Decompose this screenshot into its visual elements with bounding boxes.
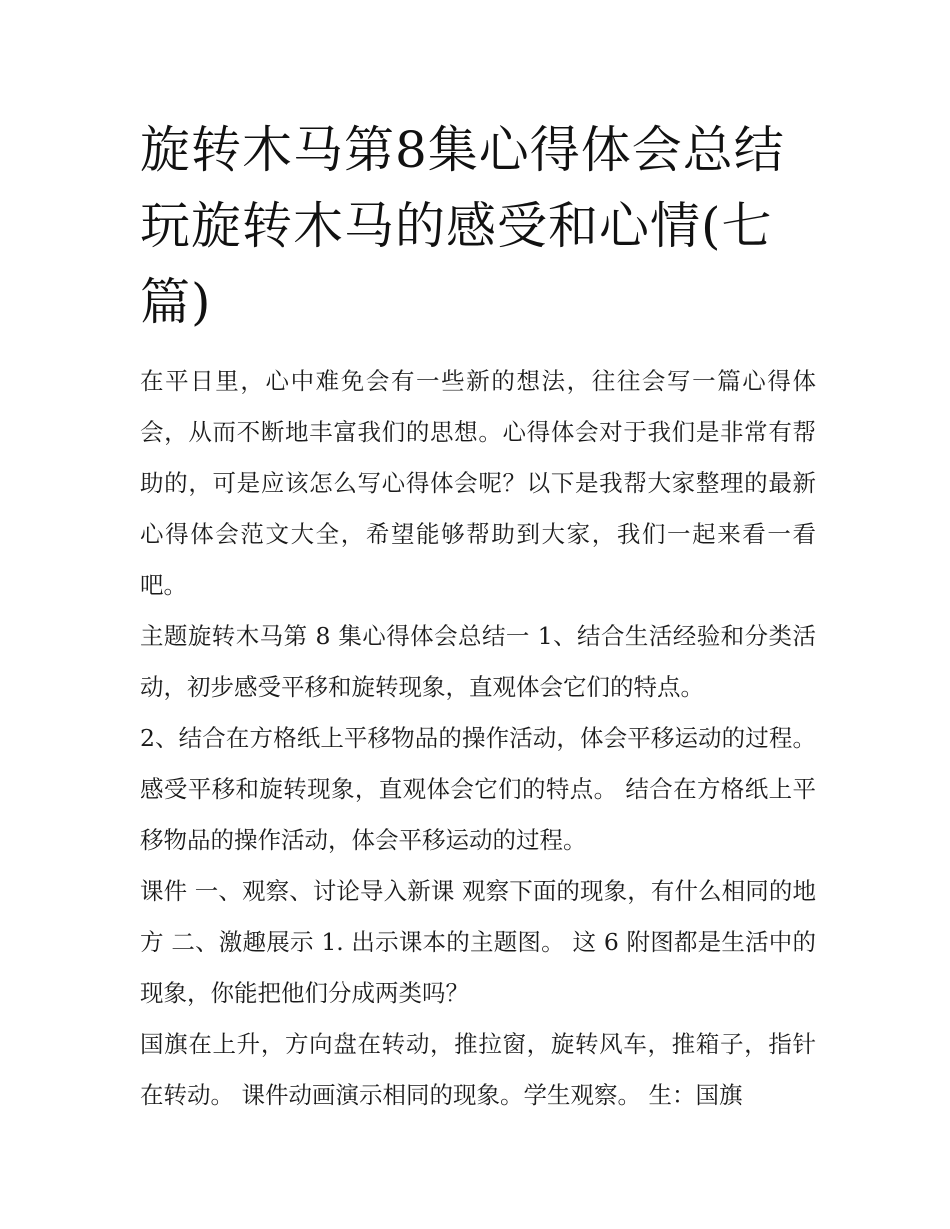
- paragraph-examples: 国旗在上升，方向盘在转动，推拉窗，旋转风车，推箱子，指针在转动。 课件动画演示相同的现象。学生观察。 生：国旗: [140, 1030, 816, 1109]
- paragraph-courseware: 课件 一、观察、讨论导入新课 观察下面的现象，有什么相同的地方 二、激趣展示 1. 出示课本的主题图。 这 6 附图都是生活中的现象，你能把他们分成两类吗？: [140, 877, 816, 1007]
- paragraph-theme: 主题旋转木马第 8 集心得体会总结一 1、结合生活经验和分类活动，初步感受平移和旋转现象，直观体会它们的特点。: [140, 622, 816, 701]
- paragraph-intro: 在平日里，心中难免会有一些新的想法，往往会写一篇心得体会，从而不断地丰富我们的思想。心得体会对于我们是非常有帮助的，可是应该怎么写心得体会呢？以下是我帮大家整理的最新心得体会范文大全，希望能够帮助到大家，我们一起来看一看吧。: [140, 367, 816, 599]
- document-body: [140, 356, 816, 1121]
- paragraph-point-2: 2、结合在方格纸上平移物品的操作活动，体会平移运动的过程。 感受平移和旋转现象，直观体会它们的特点。 结合在方格纸上平移物品的操作活动，体会平移运动的过程。: [140, 724, 816, 854]
- document-title: 旋转木马第8集心得体会总结玩旋转木马的感受和心情(七篇): [140, 121, 785, 331]
